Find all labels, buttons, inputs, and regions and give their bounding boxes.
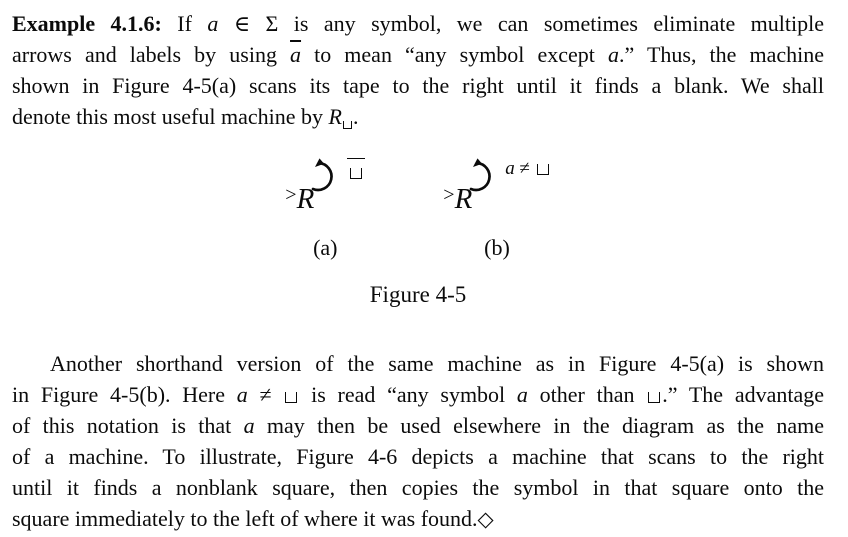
machine-name: R <box>454 183 473 215</box>
machine-b-diagram <box>443 156 550 216</box>
text-line <box>12 348 824 379</box>
text-segment: of a machine. To illustrate, Figure 4-6 depicts a machine that scans to the right <box>12 444 824 469</box>
example-paragraph <box>12 8 824 132</box>
figure-4-5 <box>12 156 824 310</box>
text-segment: a <box>236 382 248 407</box>
loop-label <box>505 158 550 180</box>
text-segment: to mean “any symbol except <box>301 42 608 67</box>
blank-symbol <box>537 164 549 175</box>
text-segment: is read “any symbol <box>299 382 517 407</box>
text-segment: denote this most useful machine by <box>12 104 329 129</box>
start-marker: > <box>443 184 455 206</box>
machine-b <box>443 156 550 263</box>
machine-a <box>285 156 365 263</box>
text-segment: a <box>505 158 515 179</box>
self-loop-arrow-icon <box>466 156 504 196</box>
text-line <box>12 410 824 441</box>
text-segment: If <box>161 11 208 36</box>
end-of-example-diamond: ◇ <box>477 507 494 531</box>
text-segment: until it finds a nonblank square, then copies the symbol in that square onto the <box>12 475 824 500</box>
text-segment: a <box>608 42 619 67</box>
sublabel-b: (b) <box>484 235 510 260</box>
text-segment: . <box>352 104 359 129</box>
text-segment: a <box>516 382 528 407</box>
text-line <box>12 503 824 535</box>
text-segment: square immediately to the left of where it was found. <box>12 506 478 531</box>
text-segment: ∈ Σ is any symbol, we can sometimes eliminate multiple <box>218 11 824 36</box>
blank-symbol <box>285 392 297 403</box>
text-segment: arrows and labels by using <box>12 42 291 67</box>
blank-symbol <box>343 121 352 129</box>
text-line <box>12 8 824 39</box>
text-segment: $\overline{a}$ <box>290 42 302 67</box>
text-line <box>12 472 824 503</box>
text-segment: shown in Figure 4-5(a) scans its tape to the right until it finds a blank. We shall <box>12 73 824 98</box>
text-line <box>12 101 824 132</box>
overbar-blank-symbol <box>347 158 365 184</box>
text-segment: .” Thus, the machine <box>619 42 825 67</box>
text-segment: may then be used elsewhere in the diagram as the name <box>254 413 824 438</box>
text-segment: in Figure 4-5(b). Here <box>12 382 237 407</box>
text-segment: Example 4.1.6: <box>12 11 162 36</box>
start-marker: > <box>285 184 297 206</box>
self-loop-arrow-icon <box>308 156 346 196</box>
machine-a-diagram <box>285 156 365 216</box>
text-line <box>12 70 824 101</box>
loop-label <box>347 158 365 184</box>
body-paragraph <box>12 348 824 535</box>
machine-diagrams-row <box>12 156 824 263</box>
text-segment: R <box>328 104 342 129</box>
text-line <box>12 379 824 410</box>
figure-caption: Figure 4-5 <box>369 282 467 307</box>
text-line <box>12 441 824 472</box>
text-line <box>12 39 824 70</box>
blank-symbol <box>648 392 660 403</box>
text-segment: .” The advantage <box>662 382 824 407</box>
machine-name: R <box>296 183 315 215</box>
text-segment: Another shorthand version of the same machine as in Figure 4-5(a) is shown <box>50 351 824 376</box>
text-segment: other than <box>527 382 647 407</box>
text-segment: ≠ <box>247 382 284 407</box>
text-segment: ≠ <box>514 158 535 179</box>
text-segment: of this notation is that <box>12 413 244 438</box>
sublabel-a: (a) <box>313 235 338 260</box>
blank-symbol <box>350 168 362 179</box>
text-segment: a <box>243 413 255 438</box>
text-segment: a <box>207 11 219 36</box>
